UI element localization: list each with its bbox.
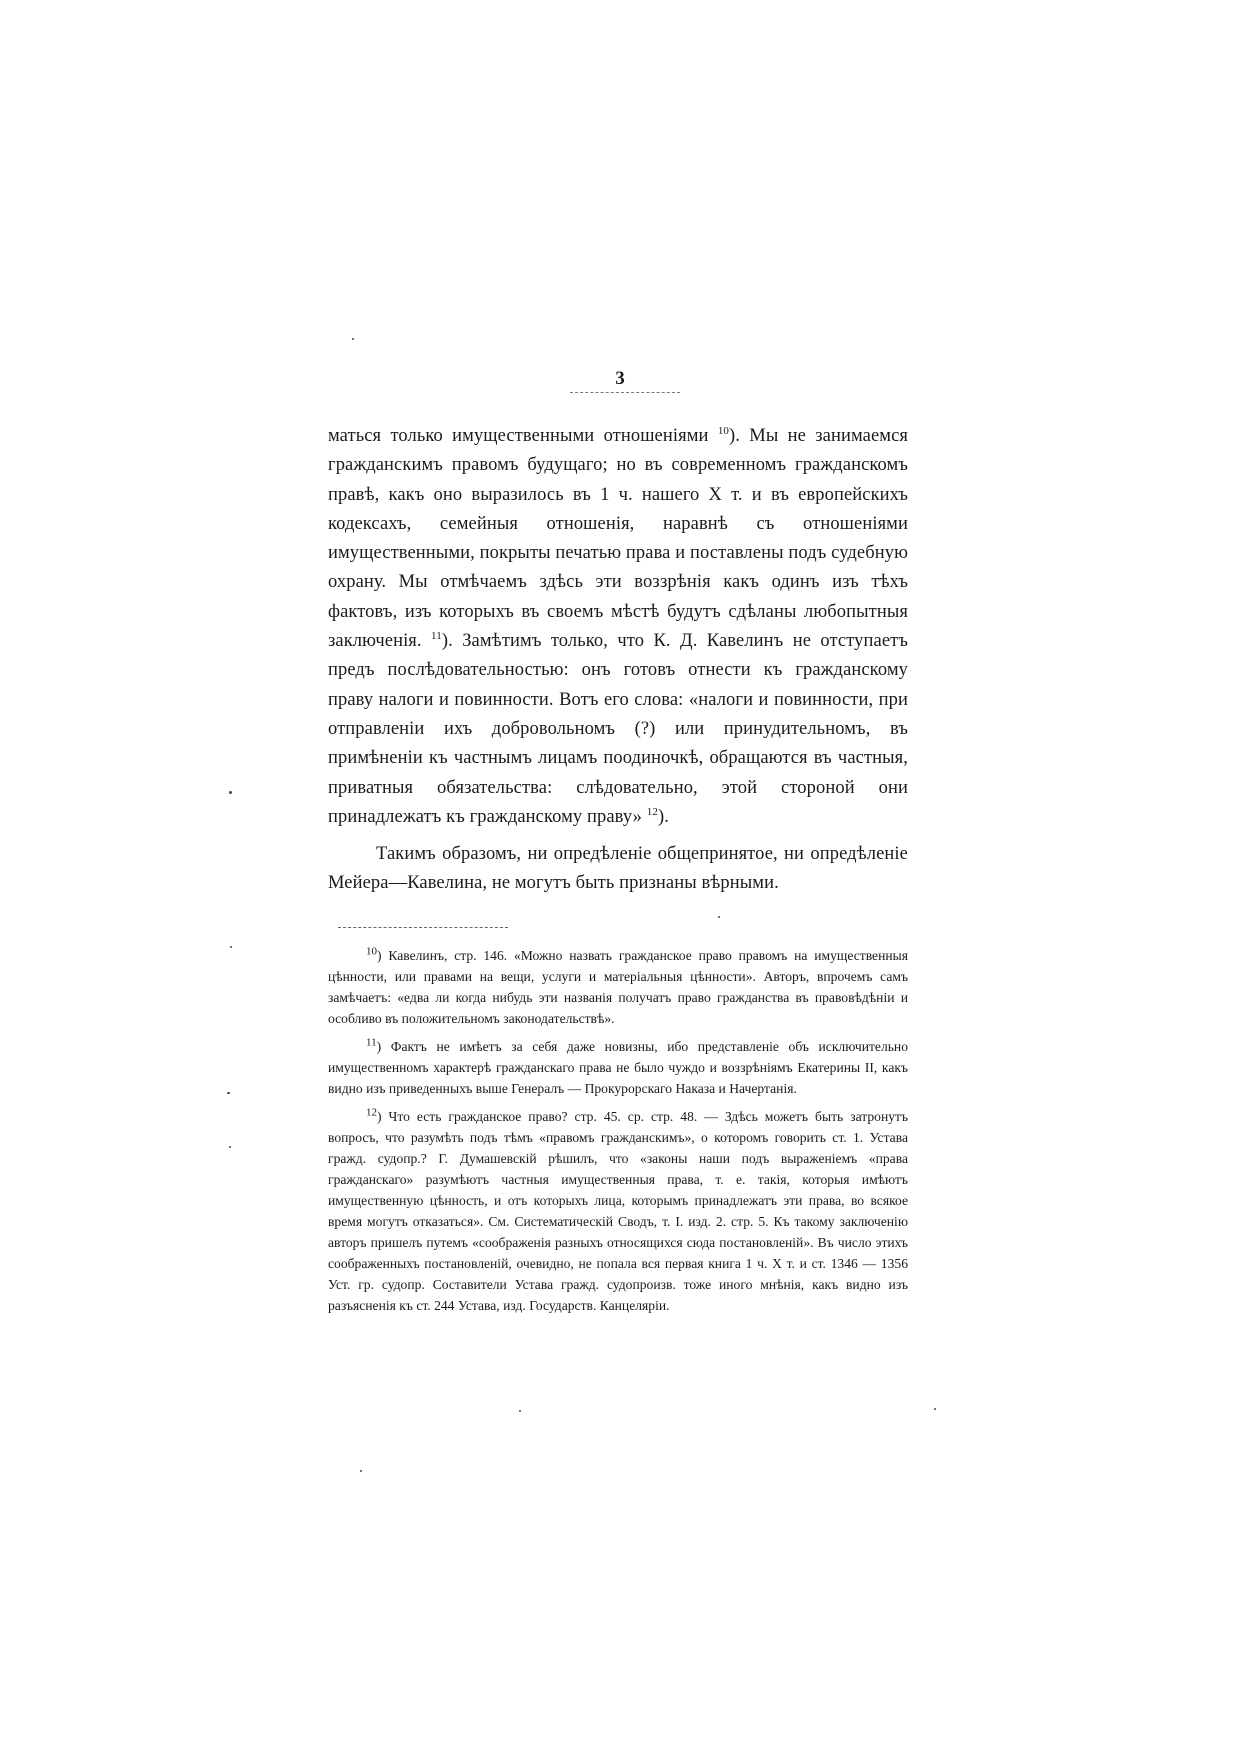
footnote-mark: 12 — [366, 1106, 377, 1119]
main-text — [328, 422, 908, 899]
footnote-12 — [328, 1106, 908, 1316]
footnote-text: ) Кавелинъ, стр. 146. «Можно назвать гражданское право правомъ на имущественныя цѣнности, или правами на вещи, услуги и матеріальныя цѣнности». Авторъ, впрочемъ самъ замѣчаетъ: «едва ли когда нибудь эти названія получатъ право гражданства въ правовѣдѣніи и особливо въ положительномъ законодательствѣ». — [328, 948, 908, 1026]
scan-speck — [230, 946, 232, 948]
scan-speck — [360, 1470, 362, 1472]
scan-speck — [229, 791, 232, 794]
footnote-divider — [338, 927, 508, 928]
footnote-mark: 11 — [366, 1036, 377, 1049]
footnote-ref-10: 10 — [717, 424, 730, 437]
main-paragraph-1-part-4: ). — [657, 806, 669, 827]
scan-speck — [229, 1146, 231, 1148]
footnote-mark: 10 — [366, 945, 377, 958]
footnote-ref-12: 12 — [646, 805, 658, 818]
main-paragraph-1-part-3: ). Замѣтимъ только, что К. Д. Кавелинъ не отступаетъ предъ послѣдовательностью: онъ готовъ отнести къ гражданскому праву налоги и повинности. Вотъ его слова: «налоги и повинности, при отправленіи ихъ добровольномъ (?) или принудительномъ, въ примѣненіи къ частнымъ лицамъ поодиночкѣ, обращаются въ частныя, приватныя обязательства: слѣдовательно, этой стороной они принадлежатъ къ гражданскому праву» — [328, 631, 909, 827]
scan-speck — [352, 338, 354, 340]
main-paragraph-1-part-1: маться только имущественными отношеніями — [328, 426, 718, 446]
footnote-text: ) Фактъ не имѣетъ за себя даже новизны, ибо представленіе объ исключительно имущественномъ характерѣ гражданскаго права не было чуждо и воззрѣніямъ Екатерины II, какъ видно изъ приведенныхъ выше Генералъ — Прокурорскаго Наказа и Начертанія. — [328, 1039, 908, 1096]
header-divider — [570, 392, 680, 393]
footnote-11 — [328, 1036, 908, 1099]
main-paragraph-1-part-2: ). Мы не занимаемся гражданскимъ правомъ будущаго; но въ современномъ гражданскомъ правѣ, какъ оно выразилось въ 1 ч. нашего X т. и въ европейскихъ кодексахъ, семейныя отношенія, наравнѣ съ отношеніями имущественными, покрыты печатью права и поставлены подъ судебную охрану. Мы отмѣчаемъ здѣсь эти воззрѣнія какъ одинъ изъ тѣхъ фактовъ, изъ которыхъ въ своемъ мѣстѣ будутъ сдѣланы любопытныя заключенія. — [328, 426, 908, 652]
footnote-10 — [328, 945, 908, 1029]
scan-speck — [519, 1410, 521, 1412]
main-paragraph-1 — [328, 422, 908, 832]
scan-speck — [718, 916, 720, 918]
scan-speck — [934, 1408, 936, 1410]
footnotes — [328, 945, 908, 1323]
footnote-text: ) Что есть гражданское право? стр. 45. ср. стр. 48. — Здѣсь можетъ быть затронутъ вопросъ, что разумѣть подъ тѣмъ «правомъ гражданскимъ», о которомъ говорить ст. 1. Устава гражд. судопр.? Г. Думашевскій рѣшилъ, что «законы наши подъ выраженіемъ «права гражданскаго» разумѣютъ частныя имущественныя права, т. е. такія, которыя имѣютъ имущественную цѣнность, и отъ которыхъ лица, которымъ принадлежатъ эти права, во всякое время могутъ отказаться». См. Систематическій Сводъ, т. I. изд. 2. стр. 5. Къ такому заключенію авторъ пришелъ путемъ «соображенія разныхъ относящихся сюда постановленій». Въ число этихъ соображенныхъ постановленій, очевидно, не попала вся первая книга 1 ч. X т. и ст. 1346 — 1356 Уст. гр. судопр. Составители Устава гражд. судопроизв. тоже иного мнѣнія, какъ видно изъ разъясненія къ ст. 244 Устава, изд. Государств. Канцеляріи. — [328, 1109, 908, 1313]
main-paragraph-2: Такимъ образомъ, ни опредѣленіе общепринятое, ни опредѣленіе Мейера—Кавелина, не могутъ быть признаны вѣрными. — [328, 844, 908, 894]
page-number: 3 — [615, 368, 625, 389]
scan-speck — [227, 1092, 230, 1094]
footnote-ref-11: 11 — [431, 629, 442, 642]
